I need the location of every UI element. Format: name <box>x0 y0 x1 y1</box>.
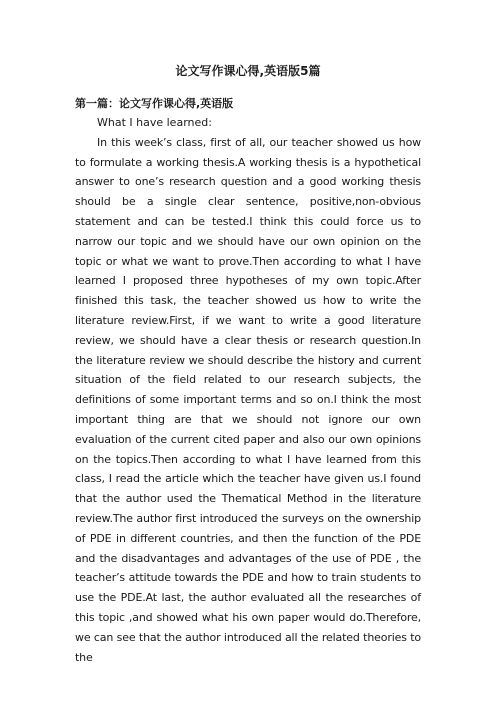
subheading: What I have learned: <box>97 116 212 129</box>
document-title: 论文写作课心得,英语版5篇 <box>175 64 321 78</box>
section-heading: 第一篇：论文写作课心得,英语版 <box>75 97 234 110</box>
body-paragraph: In this week’s class, first of all, our teacher showed us how to formulate a working thesis.A working thesis is a hypothetical answer to one’s research question and a good working thesis should be a single clear sentence, positive,non-obvious statement and can be tested.I think this could force us to narrow our topic and we should have our own opinion on the topic or what we want to prove.Then according to what I have learned I proposed three hypotheses of my own topic.After finished this task, the teacher showed us how to write the literature review.First, if we want to write a good literature review, we should have a clear thesis or research question.In the literature review we should describe the history and current situation of the field related to our research subjects, the definitions of some important terms and so on.I think the most important thing are that we should not ignore our own evaluation of the current cited paper and also our own opinions on the topics.Then according to what I have learned from this class, I read the article which the teacher have given us.I found that the author used the Thematical Method in the literature review.The author first introduced the surveys on the ownership of PDE in different countries, and then the function of the PDE and the disadvantages and advantages of the use of PDE , the teacher’s attitude towards the PDE and how to train students to use the PDE.At last, the author evaluated all the researches of this topic ,and showed what his own paper would do.Therefore, we can see that the author introduced all the related theories to the <box>75 135 421 664</box>
text-block <box>75 113 421 667</box>
